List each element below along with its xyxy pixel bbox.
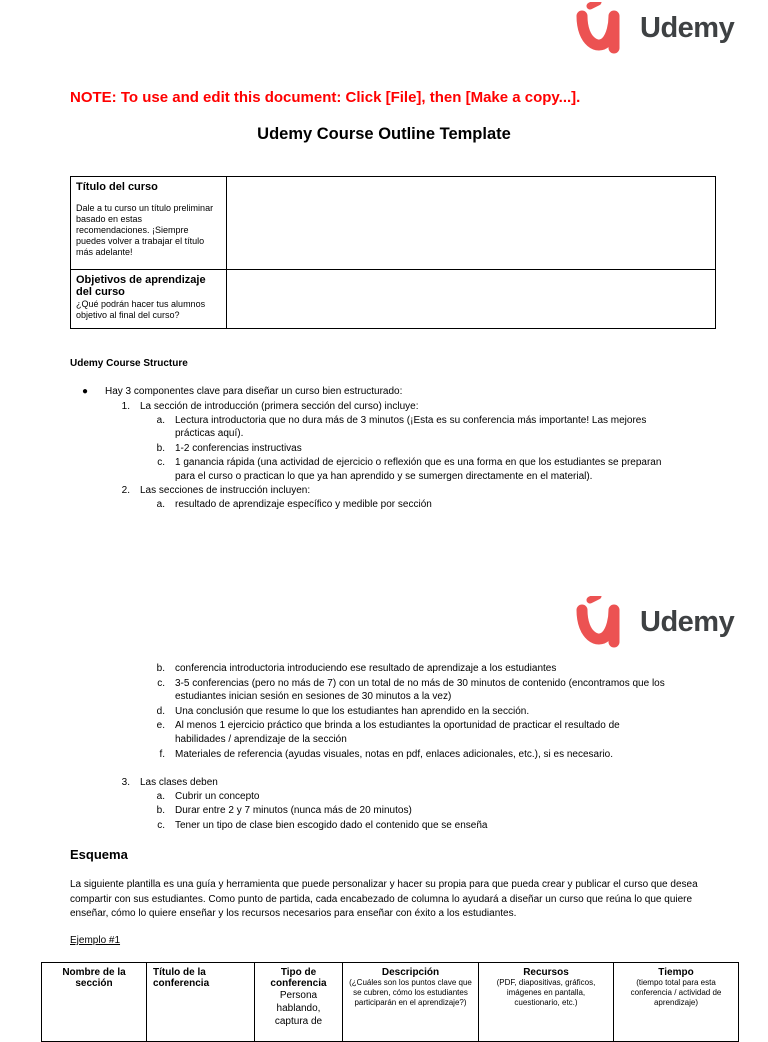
outline-table — [41, 962, 739, 1042]
course-title-label: Título del curso — [76, 181, 158, 193]
example-link[interactable]: Ejemplo #1 — [70, 935, 121, 946]
brand-name: Udemy — [640, 11, 735, 44]
column-lecture-type: Tipo de conferencia Persona hablando, captura de — [255, 963, 343, 1042]
course-title-input[interactable] — [227, 177, 716, 270]
course-title-help: Dale a tu curso un título preliminar basado en estas recomendaciones. ¡Siempre puedes volver a trabajar el título más adelante! — [76, 203, 214, 257]
course-title-cell — [71, 177, 227, 270]
objectives-cell — [71, 270, 227, 329]
list-item: para el curso o practican lo que ya han aprendido y se sumergen directamente en el material). — [175, 471, 593, 482]
copy-note: NOTE: To use and edit this document: Click [File], then [Make a copy...]. — [70, 89, 581, 106]
objectives-input[interactable] — [227, 270, 716, 329]
objectives-label: Objetivos de aprendizaje del curso — [76, 274, 206, 298]
udemy-logo — [576, 2, 734, 54]
column-section-name: Nombre de la sección — [42, 963, 147, 1042]
document-title: Udemy Course Outline Template — [257, 125, 511, 143]
udemy-u-logo-icon — [576, 596, 634, 648]
list-item: habilidades / aprendizaje de la sección — [175, 734, 347, 745]
list-item: estudiantes inician sesión en sesiones de 30 minutos a la vez) — [175, 691, 452, 702]
column-lecture-title: Título de la conferencia — [147, 963, 255, 1042]
list-item: prácticas aquí). — [175, 428, 244, 439]
outline-heading: Esquema — [70, 847, 128, 862]
column-resources: Recursos (PDF, diapositivas, gráficos, imágenes en pantalla, cuestionario, etc.) — [479, 963, 614, 1042]
column-time: Tiempo (tiempo total para esta conferencia / actividad de aprendizaje) — [614, 963, 739, 1042]
structure-heading: Udemy Course Structure — [70, 358, 188, 369]
objectives-help: ¿Qué podrán hacer tus alumnos objetivo al final del curso? — [76, 299, 206, 320]
column-description: Descripción (¿Cuáles son los puntos clave que se cubren, cómo los estudiantes participarán en el aprendizaje?) — [343, 963, 479, 1042]
udemy-u-logo-icon — [576, 2, 634, 54]
brand-name: Udemy — [640, 605, 735, 638]
outline-paragraph: La siguiente plantilla es una guía y herramienta que puede personalizar y hacer su propia para que pueda crear y publicar el curso que desea compartir con sus estudiantes. Como punto de partida, cada encabezado de columna lo ayudará a diseñar un curso que reúna lo que quiere enseñar, cómo lo quiere enseñar y los recursos necesarios para enseñar con éxito a los estudiantes. — [70, 879, 698, 919]
udemy-logo — [576, 596, 734, 648]
course-info-table — [70, 176, 716, 329]
